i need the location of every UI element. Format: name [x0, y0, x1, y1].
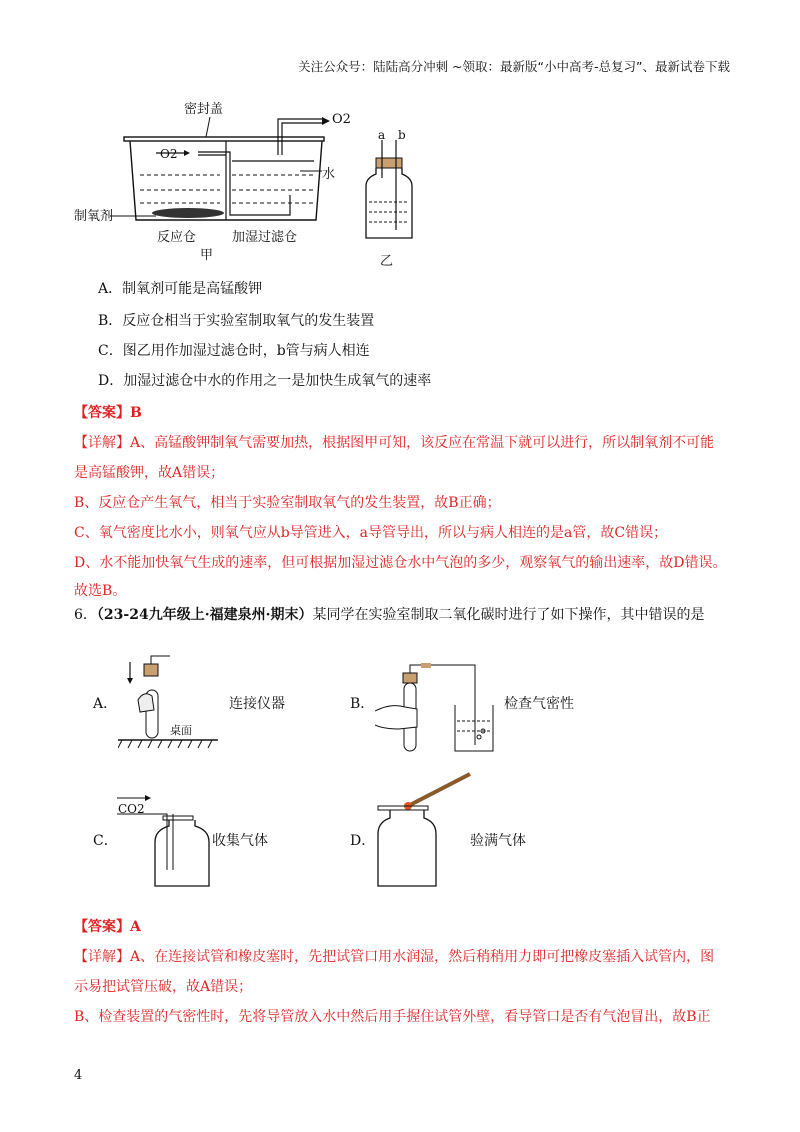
label-b: b	[398, 128, 406, 142]
q5-option-d: D．加湿过滤仓中水的作用之一是加快生成氧气的速率	[98, 373, 432, 389]
q6-caption-d: 验满气体	[470, 833, 526, 849]
q6-option-d-label: D．	[350, 833, 376, 849]
q6-desk-label: 桌面	[170, 724, 192, 737]
label-water: 水	[322, 167, 336, 182]
q5-detail-1: 【详解】A、高锰酸钾制氧气需要加热，根据图甲可知，该反应在常温下就可以进行，所以制氧剂不可能	[74, 435, 715, 451]
label-lid: 密封盖	[184, 102, 224, 117]
q6-co2-label: CO2	[118, 802, 145, 816]
q6-detail-1: 【详解】A、在连接试管和橡皮塞时，先把试管口用水润湿，然后稍稍用力即可把橡皮塞插入试管内，图	[74, 949, 715, 965]
q5-detail-3: B、反应仓产生氧气，相当于实验室制取氧气的发生装置，故B正确；	[74, 495, 501, 511]
label-humidify-room: 加湿过滤仓	[232, 230, 298, 245]
label-o2-out: O2	[332, 112, 351, 127]
q6-option-b-label: B．	[350, 696, 375, 712]
label-yi: 乙	[380, 254, 394, 269]
q6-option-c-label: C．	[93, 833, 118, 849]
label-jia: 甲	[200, 248, 214, 263]
figure-yi-bottle	[360, 130, 420, 245]
page-header: 关注公众号：陆陆高分冲刺 ~领取：最新版“小中高考-总复习”、最新试卷下载	[298, 59, 730, 74]
q6-detail-3: B、检查装置的气密性时，先将导管放入水中然后用手握住试管外壁，看导管口是否有气泡冒出，故B正	[74, 1009, 711, 1025]
q6-detail-2: 示易把试管压破，故A错误；	[74, 979, 253, 995]
q6-caption-b: 检查气密性	[504, 696, 574, 712]
q5-option-c: C．图乙用作加湿过滤仓时，b管与病人相连	[98, 343, 370, 359]
q5-detail-5: D、水不能加快氧气生成的速率，但可根据加湿过滤仓水中气泡的多少，观察氧气的输出速率，故D错误。	[74, 555, 727, 571]
q6-stem	[74, 604, 704, 624]
q5-detail-2: 是高锰酸钾，故A错误；	[74, 465, 225, 481]
q6-figure-c-collect	[115, 790, 215, 890]
q6-figure-b-airtight	[375, 655, 505, 755]
q5-answer: 【答案】B	[74, 405, 142, 421]
q6-caption-a: 连接仪器	[229, 696, 285, 712]
q6-figure-d-check-full	[374, 770, 484, 890]
q6-number: 6．	[74, 607, 97, 623]
q5-option-b: B．反应仓相当于实验室制取氧气的发生装置	[98, 313, 375, 329]
q5-option-a: A．制氧剂可能是高锰酸钾	[98, 281, 263, 297]
page-number: 4	[74, 1068, 83, 1083]
label-a: a	[378, 128, 386, 142]
q6-caption-c: 收集气体	[212, 833, 268, 849]
q6-answer: 【答案】A	[74, 919, 141, 935]
q6-question: 某同学在实验室制取二氧化碳时进行了如下操作，其中错误的是	[312, 607, 705, 623]
figure-jia-apparatus	[60, 95, 360, 265]
q6-option-a-label: A．	[93, 696, 118, 712]
q5-detail-6: 故选B。	[74, 583, 127, 599]
label-o2-in: O2	[160, 147, 178, 161]
label-agent: 制氧剂	[74, 209, 114, 224]
label-reaction-room: 反应仓	[157, 230, 197, 245]
q6-source: （23-24九年级上·福建泉州·期末）	[96, 607, 313, 623]
q5-detail-4: C、氧气密度比水小，则氧气应从b导管进入，a导管导出，所以与病人相连的是a管，故C错误；	[74, 525, 668, 541]
